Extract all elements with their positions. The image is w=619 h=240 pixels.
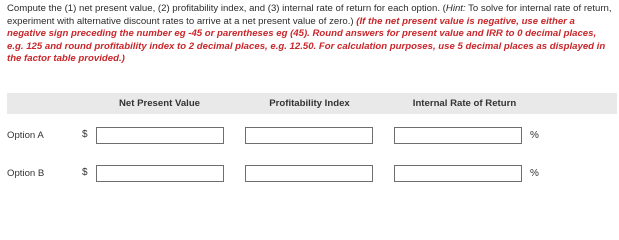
- percent-symbol: %: [530, 168, 539, 179]
- option-a-irr-input[interactable]: [394, 127, 522, 144]
- option-b-npv-input[interactable]: [96, 165, 224, 182]
- hint-body: To solve for internal rate of return, experiment with alternative discount rates to arrive at a net present value of zero.): [7, 3, 612, 27]
- row-label-option-b: Option B: [7, 168, 45, 179]
- percent-symbol: %: [530, 130, 539, 141]
- hint-label: Hint:: [445, 3, 466, 14]
- option-b-irr-input[interactable]: [394, 165, 522, 182]
- row-label-option-a: Option A: [7, 130, 44, 141]
- header-net-present-value: Net Present Value: [118, 98, 201, 109]
- header-internal-rate-of-return: Internal Rate of Return: [412, 98, 517, 109]
- header-profitability-index: Profitability Index: [269, 98, 350, 109]
- rounding-instructions: (If the net present value is negative, use either a negative sign preceding the number eg -45 or parentheses eg (45). Round answers for present value and IRR to 0 decimal places, e.g. 125 and round profitability index to 2 decimal places, e.g. 12.50. For calculation purposes, use 5 decimal places as displayed in the factor table provided.): [7, 15, 606, 65]
- option-a-npv-input[interactable]: [96, 127, 224, 144]
- instructions-main: Compute the (1) net present value, (2) profitability index, and (3) internal rate of return for each option. (: [7, 3, 446, 14]
- instructions-text: [7, 3, 613, 66]
- currency-symbol: $: [82, 167, 88, 178]
- option-b-profitability-index-input[interactable]: [245, 165, 373, 182]
- answer-table: [7, 93, 619, 188]
- option-a-profitability-index-input[interactable]: [245, 127, 373, 144]
- currency-symbol: $: [82, 129, 88, 140]
- table-header-row: [7, 93, 617, 114]
